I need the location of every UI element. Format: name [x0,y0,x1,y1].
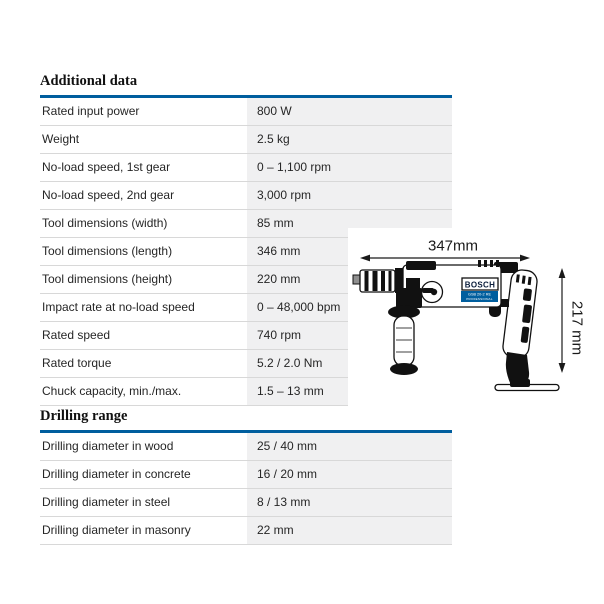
spec-value: 740 rpm [247,322,452,349]
spec-value: 220 mm [247,266,452,293]
spec-value: 1.5 – 13 mm [247,378,452,405]
table-row [40,517,452,545]
spec-label: Rated speed [42,328,111,342]
spec-table [40,433,452,545]
spec-value: 346 mm [247,238,452,265]
section-title: Drilling range [40,408,128,424]
table-row [40,461,452,489]
spec-value: 8 / 13 mm [247,489,452,516]
table-row [40,126,452,154]
model-label-line1: GSB 20-2 RE [467,292,492,297]
drill-illustration [348,228,594,416]
spec-value: 3,000 rpm [247,182,452,209]
spec-label: No-load speed, 2nd gear [42,188,175,202]
spec-label: Tool dimensions (length) [42,244,173,258]
width-dimension-label: 347mm [427,237,479,255]
height-dimension-arrow [559,268,566,373]
table-row [40,433,452,461]
spec-label: Weight [42,132,80,146]
spec-label: Rated torque [42,356,112,370]
model-label-line2: PROFESSIONAL [466,297,493,301]
drill-art [353,260,559,391]
spec-label: Drilling diameter in steel [42,495,171,509]
spec-label: Drilling diameter in masonry [42,523,191,537]
spec-label: Drilling diameter in concrete [42,467,191,481]
spec-label: Impact rate at no-load speed [42,300,195,314]
height-dimension-label: 217 mm [568,300,586,356]
product-dimension-figure [348,228,594,416]
spec-label: Tool dimensions (width) [42,216,168,230]
bosch-logo-text: BOSCH [464,280,496,290]
spec-value: 16 / 20 mm [247,461,452,488]
table-row [40,489,452,517]
width-dimension-arrow [360,255,530,262]
table-row [40,154,452,182]
spec-label: Tool dimensions (height) [42,272,173,286]
spec-value: 25 / 40 mm [247,433,452,460]
spec-value: 0 – 48,000 bpm [247,294,452,321]
spec-label: Rated input power [42,104,140,118]
table-row [40,98,452,126]
spec-value: 2.5 kg [247,126,452,153]
spec-value: 5.2 / 2.0 Nm [247,350,452,377]
spec-value: 85 mm [247,210,452,237]
spec-value: 0 – 1,100 rpm [247,154,452,181]
spec-label: Drilling diameter in wood [42,439,174,453]
spec-label: No-load speed, 1st gear [42,160,171,174]
spec-value: 22 mm [247,517,452,544]
table-row [40,182,452,210]
section-title: Additional data [40,73,138,89]
section-drilling-range [40,408,452,545]
spec-label: Chuck capacity, min./max. [42,384,182,398]
spec-value: 800 W [247,98,452,125]
